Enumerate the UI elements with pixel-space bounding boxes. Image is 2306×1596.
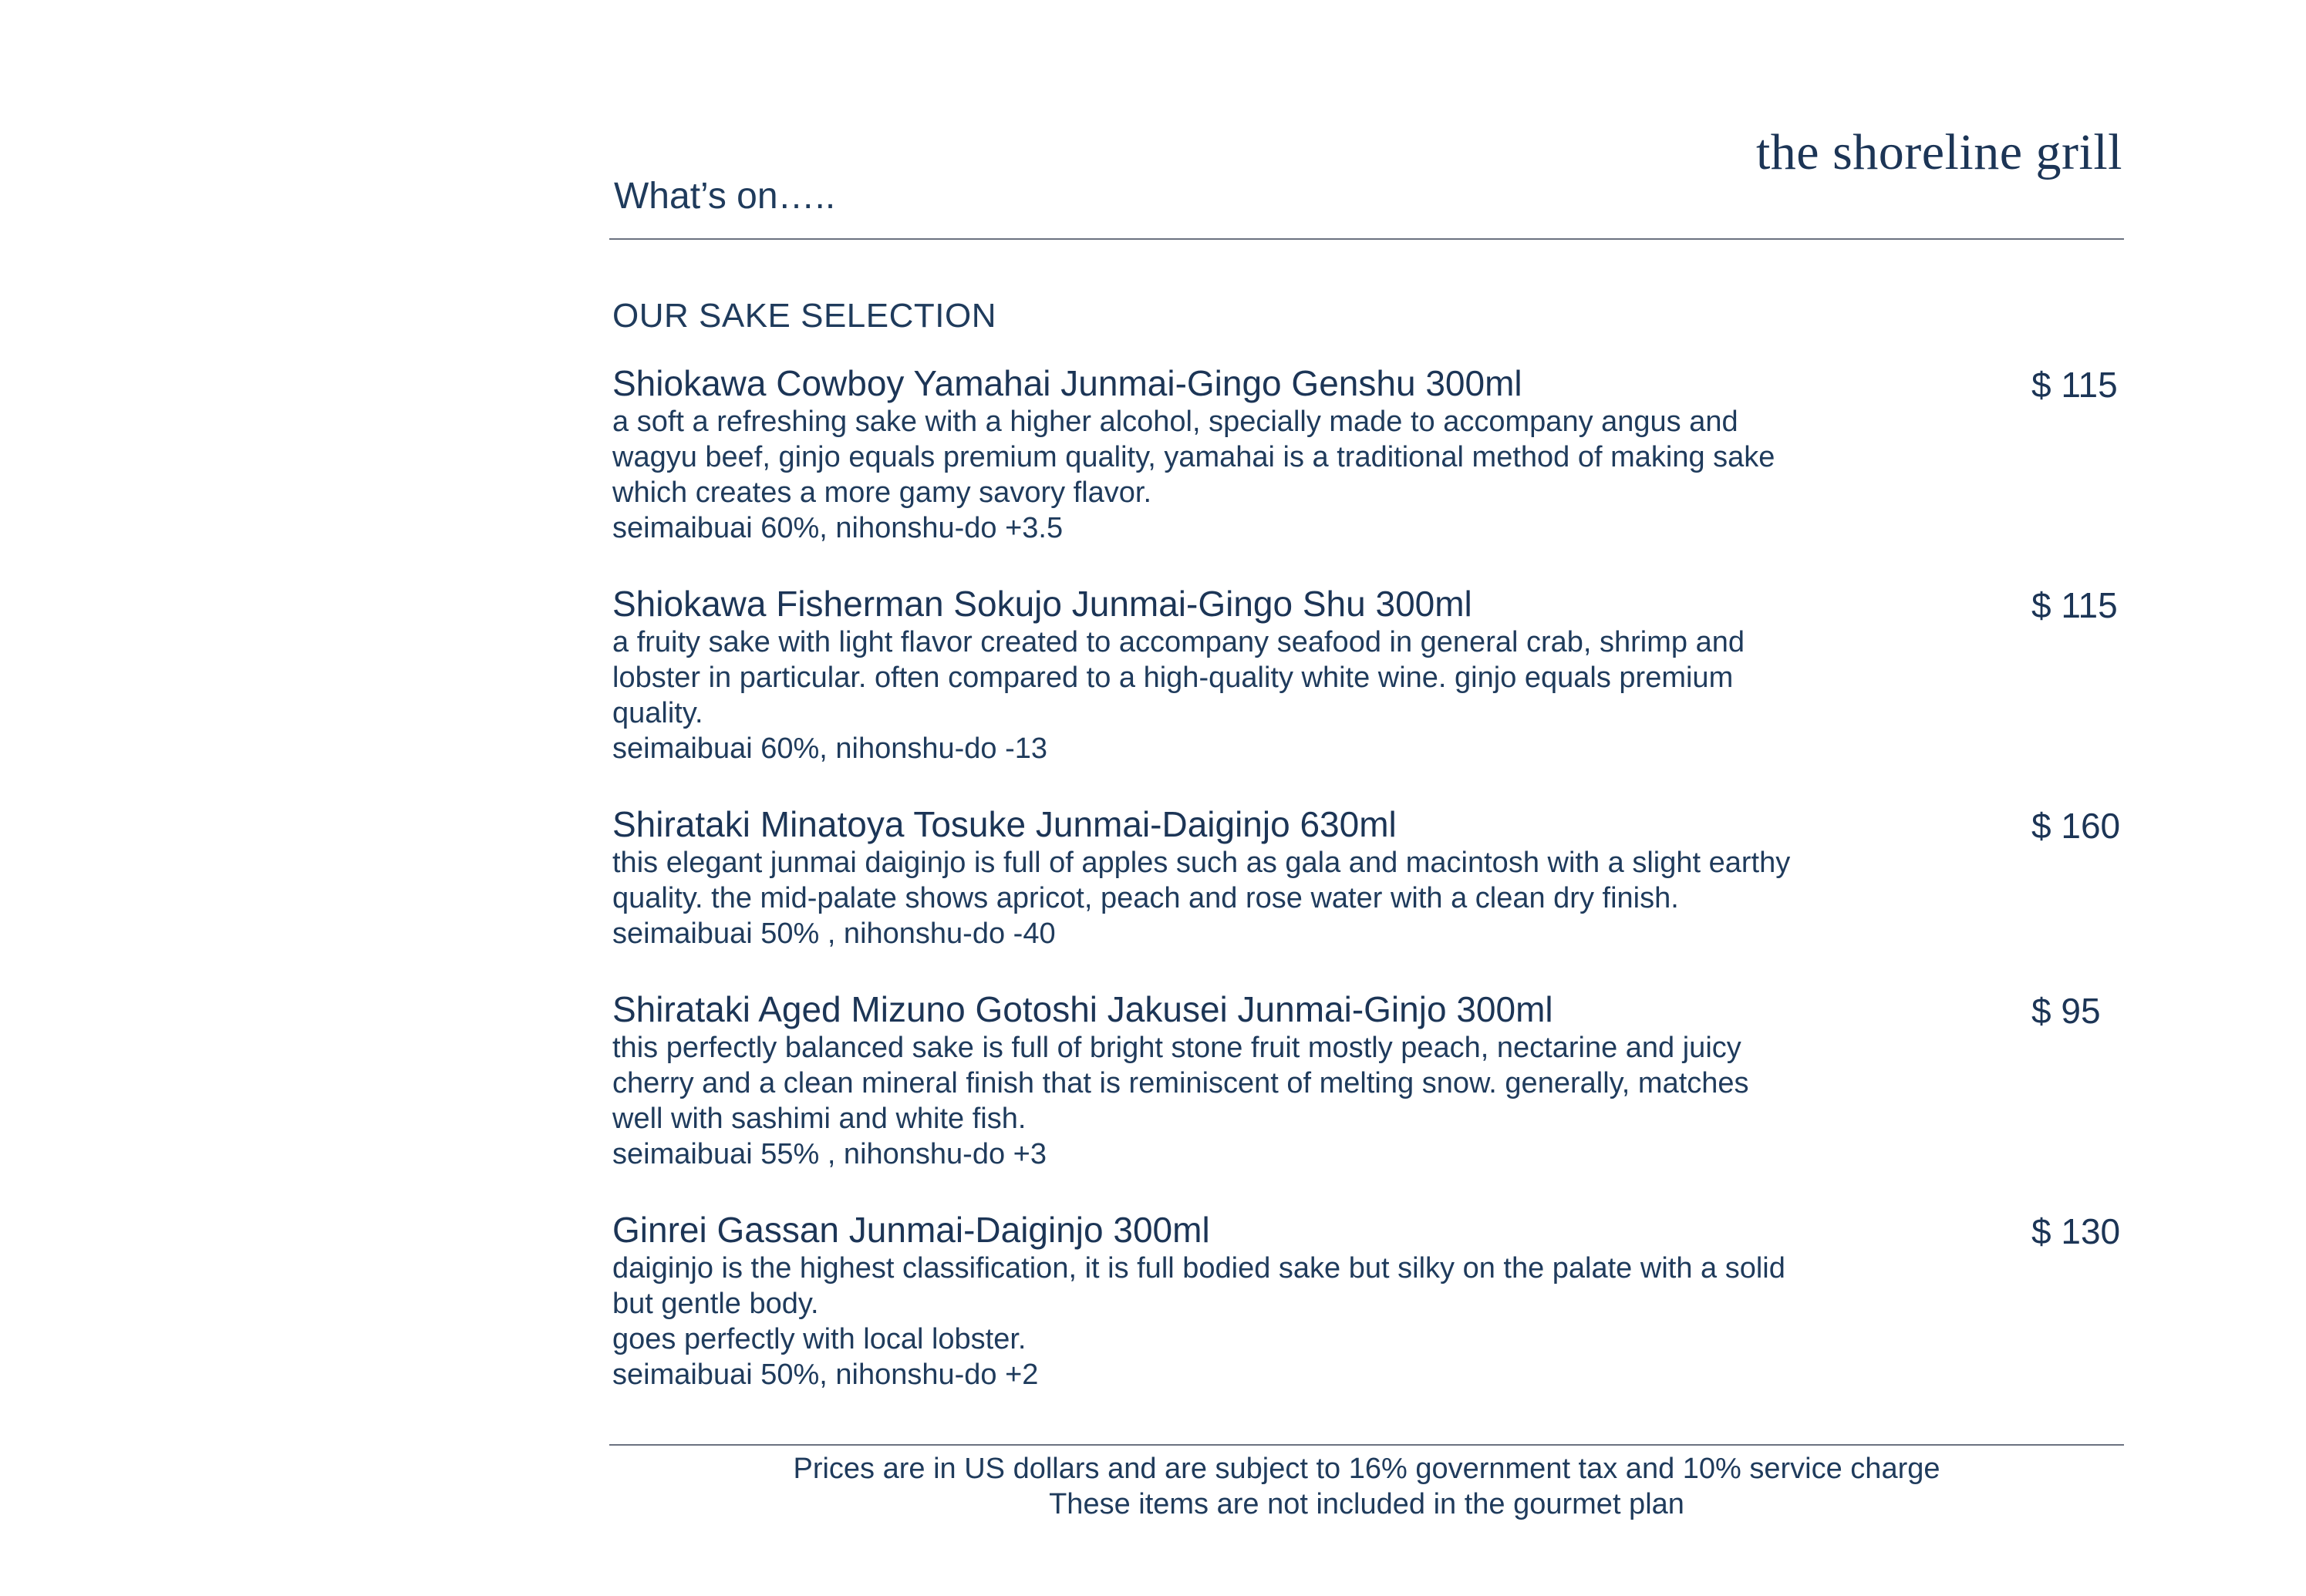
menu-item [612,803,2124,951]
item-description-line: daiginjo is the highest classification, it is full bodied sake but silky on the palate with a solid [612,1252,1785,1285]
brand-logo-text: the shoreline grill [1755,124,2122,180]
footer-note-prices: Prices are in US dollars and are subject to 16% government tax and 10% service charge [793,1453,1940,1485]
menu-item [612,988,2124,1172]
item-price: $ 130 [2031,1211,2121,1251]
item-name: Shiokawa Cowboy Yamahai Junmai-Gingo Genshu 300ml [612,363,1522,403]
item-specs: seimaibuai 60%, nihonshu-do +3.5 [612,512,1064,544]
item-description-line: this elegant junmai daiginjo is full of apples such as gala and macintosh with a slight earthy [612,847,1791,879]
item-description-line: goes perfectly with local lobster. [612,1323,1027,1355]
item-specs: seimaibuai 50%, nihonshu-do +2 [612,1359,1039,1391]
item-specs: seimaibuai 55% , nihonshu-do +3 [612,1138,1047,1170]
item-price: $ 160 [2031,806,2121,846]
footer-divider [609,1444,2124,1446]
item-description-line: which creates a more gamy savory flavor. [612,476,1152,509]
item-description-line: lobster in particular. often compared to a high-quality white wine. ginjo equals premium [612,662,1734,694]
item-description-line: this perfectly balanced sake is full of bright stone fruit mostly peach, nectarine and juicy [612,1032,1741,1064]
item-description-line: quality. the mid-palate shows apricot, peach and rose water with a clean dry finish. [612,882,1679,914]
item-specs: seimaibuai 60%, nihonshu-do -13 [612,732,1048,765]
header-divider [609,238,2124,240]
item-description-line: but gentle body. [612,1288,819,1320]
item-description-line: a soft a refreshing sake with a higher alcohol, specially made to accompany angus and [612,406,1738,438]
section-title: OUR SAKE SELECTION [612,297,997,335]
item-name: Shirataki Aged Mizuno Gotoshi Jakusei Junmai-Ginjo 300ml [612,989,1553,1029]
page-subtitle: What’s on….. [614,176,836,217]
item-specs: seimaibuai 50% , nihonshu-do -40 [612,918,1056,950]
item-description-line: cherry and a clean mineral finish that is reminiscent of melting snow. generally, matches [612,1067,1749,1099]
menu-item [612,362,2124,546]
menu-item [612,1209,2124,1392]
item-name: Ginrei Gassan Junmai-Daiginjo 300ml [612,1210,1210,1250]
item-price: $ 115 [2031,585,2118,625]
item-name: Shirataki Minatoya Tosuke Junmai-Daiginjo 630ml [612,804,1397,844]
item-description-line: quality. [612,697,703,729]
item-description-line: wagyu beef, ginjo equals premium quality, yamahai is a traditional method of making sake [612,441,1775,473]
item-price: $ 115 [2031,365,2118,405]
menu-item [612,583,2124,766]
footer-note-plan: These items are not included in the gourmet plan [1049,1488,1684,1520]
item-name: Shiokawa Fisherman Sokujo Junmai-Gingo Shu 300ml [612,584,1472,624]
item-description-line: well with sashimi and white fish. [612,1103,1027,1135]
item-price: $ 95 [2031,991,2101,1031]
item-description-line: a fruity sake with light flavor created to accompany seafood in general crab, shrimp and [612,626,1745,658]
